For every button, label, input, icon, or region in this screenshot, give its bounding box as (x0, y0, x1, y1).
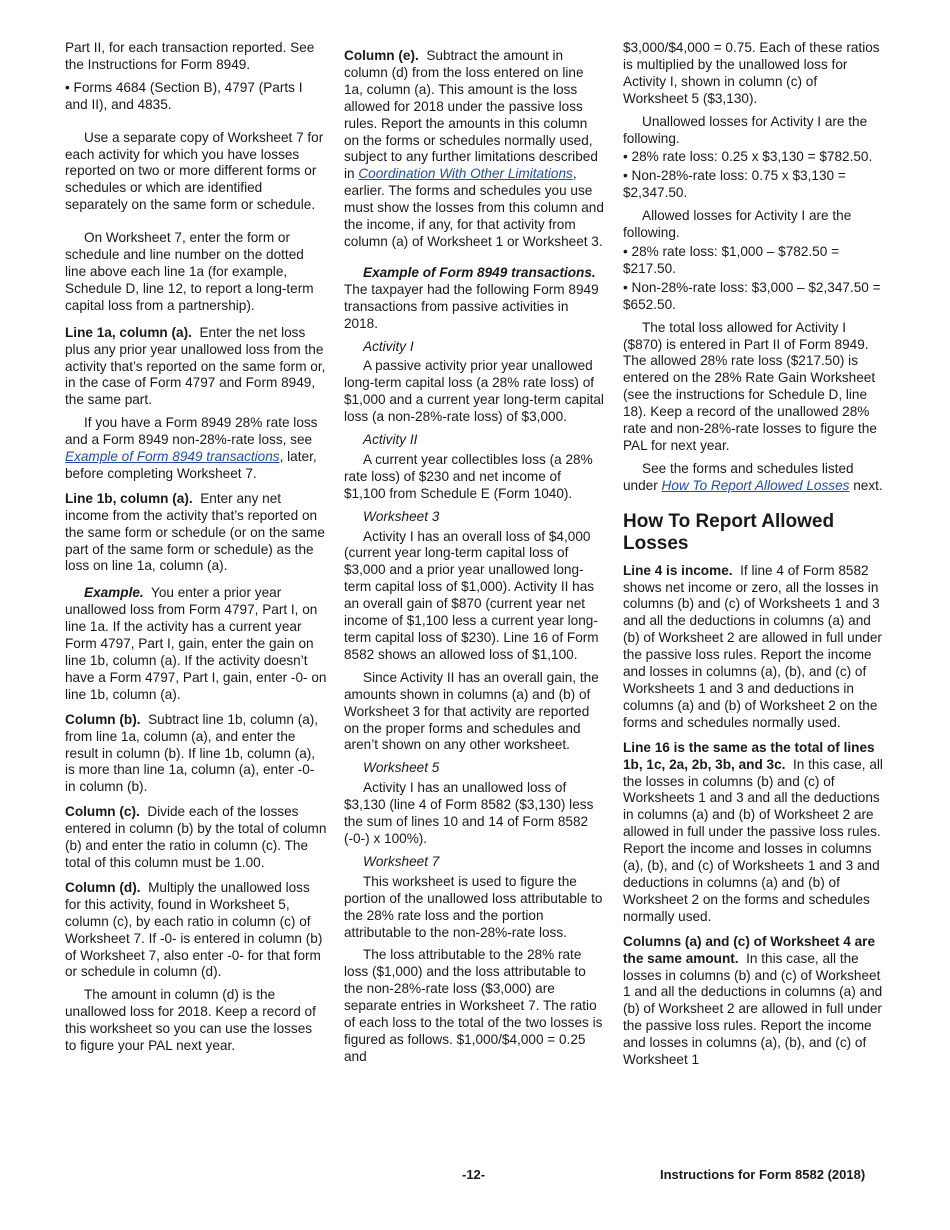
subheading-worksheet-3: Worksheet 3 (363, 508, 440, 524)
how-to-report-link[interactable]: How To Report Allowed Losses (661, 477, 850, 493)
paragraph: Use a separate copy of Worksheet 7 for each activity for which you have losses reported on two or more different forms or schedules or which are identified separately on the same form or schedule. (65, 129, 324, 213)
bullet-icon: • (623, 279, 632, 295)
subheading-activity-1: Activity I (363, 338, 414, 354)
run-in-heading: Line 1b, column (a). (65, 490, 193, 506)
run-in-heading: Example of Form 8949 transactions. (363, 264, 596, 280)
column-b-paragraph: Column (b). Subtract line 1b, column (a), from line 1a, column (a), and enter the result in column (b). If line 1b, column (a), is more than line 1a, column (a), enter -0- in column (b). (65, 711, 319, 795)
form-footer-title: Instructions for Form 8582 (2018) (660, 1167, 866, 1182)
run-in-heading: Column (b). (65, 711, 141, 727)
column-2 (344, 40, 606, 1072)
paragraph: Allowed losses for Activity I are the following. (623, 208, 852, 241)
run-in-heading: Column (d). (65, 879, 141, 895)
run-in-heading: Line 4 is income. (623, 562, 733, 578)
paragraph: The total loss allowed for Activity I ($870) is entered in Part II of Form 8949. The allowed 28% rate loss ($217.50) is entered on the 28% Rate Gain Worksheet (see the instructions for Schedule D, line 18). Keep a record of the unallowed 28% rate and non-28%-rate losses to figure the PAL for next year. (623, 319, 877, 453)
line-1b-paragraph: Line 1b, column (a). Enter any net income from the activity that’s reported on the same form or schedule (or on the same part of the same form or schedule) as the loss on line 1a, column (a). (65, 490, 325, 574)
subheading-worksheet-5: Worksheet 5 (363, 760, 440, 776)
paragraph: See the forms and schedules listed under How To Report Allowed Losses next. (623, 460, 883, 493)
column-3 (623, 40, 885, 1075)
paragraph: This worksheet is used to figure the portion of the unallowed loss attributable to the 28% rate loss and the portion attributable to the non-28%-rate loss. (344, 873, 603, 940)
paragraph: On Worksheet 7, enter the form or schedule and line number on the dotted line above each line 1a (for example, Schedule D, line 12, to report a long-term capital loss from a partnership). (65, 230, 314, 313)
paragraph: Activity I has an overall loss of $4,000 (current year long-term capital loss of $3,000 and a prior year unallowed long-term capital loss of $1,000). Activity II has an overall gain of $870 (current year net income of $1,100 less a current year long-term capital loss of $230). Line 16 of Form 8582 shows an allowed loss of $1,100. (344, 528, 599, 662)
example-8949-paragraph: Example of Form 8949 transactions. The taxpayer had the following Form 8949 transactions from passive activities in 2018. (344, 264, 599, 331)
bullet-item: • 28% rate loss: 0.25 x $3,130 = $782.50. (623, 149, 873, 165)
paragraph: $3,000/$4,000 = 0.75. Each of these ratios is multiplied by the unallowed loss for Activity I, shown in column (c) of Worksheet 5 ($3,130). (623, 40, 880, 106)
line-1a-paragraph: Line 1a, column (a). Enter the net loss plus any prior year unallowed loss from the activity that’s reported on the same form or, in the case of Form 4797 and Form 8949, the same part. (65, 324, 326, 408)
paragraph: Since Activity II has an overall gain, the amounts shown in columns (a) and (b) of Worksheet 3 for that activity are reported on the proper forms and schedules and aren’t shown on any other worksheet. (344, 669, 599, 753)
column-1 (65, 40, 327, 1061)
columns-a-c-paragraph: Columns (a) and (c) of Worksheet 4 are the same amount. In this case, all the losses in columns (b) and (c) of Worksheet 1 and all the deductions in columns (a) and (b) of Worksheet 2 are allowed in full under the passive loss rules. Report the income and losses in columns (a), (b), and (c) of Worksheet 1 (623, 933, 883, 1068)
paragraph: A current year collectibles loss (a 28% rate loss) of $230 and net income of $1,100 from Schedule E (Form 1040). (344, 451, 593, 501)
paragraph: The loss attributable to the 28% rate loss ($1,000) and the loss attributable to the non-28%-rate loss ($3,000) are separate entries in Worksheet 7. The ratio of each loss to the total of the two losses is figured as follows. $1,000/$4,000 = 0.25 and (344, 947, 603, 1064)
bullet-icon: • (623, 149, 632, 165)
section-heading: How To Report Allowed Losses (623, 510, 835, 554)
run-in-heading: Column (e). (344, 48, 419, 63)
line-16-paragraph: Line 16 is the same as the total of lines 1b, 1c, 2a, 2b, 3b, and 3c. In this case, all the losses in columns (b) and (c) of Worksheets 1 and 3 and all the deductions in columns (a) and (b) of Worksheet 2 are allowed in full under the passive loss rules. Report the income and losses in columns (a), (b), and (c) of Worksheets 1 and 3 and deductions in columns (a) and (b) of Worksheet 2 on the forms and schedules normally used. (623, 739, 883, 924)
bullet-icon: • (65, 79, 74, 95)
run-in-heading: Line 16 is the same as the total of lines 1b, 1c, 2a, 2b, 3b, and 3c. (623, 739, 875, 772)
paragraph: If you have a Form 8949 28% rate loss and a Form 8949 non-28%-rate loss, see Example of Form 8949 transactions, later, before completing Worksheet 7. (65, 415, 318, 481)
column-c-paragraph: Column (c). Divide each of the losses entered in column (b) by the total of column (b) and enter the ratio in column (c). The total of this column must be 1.00. (65, 804, 327, 870)
line-4-paragraph: Line 4 is income. If line 4 of Form 8582 shows net income or zero, all the losses in columns (b) and (c) of Worksheets 1 and 3 and all the deductions in columns (a) and (b) of Worksheet 2 are allowed in full under the passive loss rules. Report the income and losses in columns (a), (b), and (c) of Worksheets 1 and 3 and deductions in columns (a) and (b) of Worksheet 2 on the forms and schedules normally used. (623, 562, 882, 730)
run-in-heading: Example. (84, 585, 144, 601)
paragraph: Unallowed losses for Activity I are the following. (623, 113, 868, 146)
paragraph: Activity I has an unallowed loss of $3,130 (line 4 of Form 8582 ($3,130) less the sum of lines 10 and 14 of Form 8582 (-0-) x 100%). (344, 780, 594, 846)
bullet-item: • Non-28%-rate loss: 0.75 x $3,130 = $2,347.50. (623, 168, 846, 201)
run-in-heading: Column (c). (65, 804, 140, 820)
page-number: -12- (462, 1167, 486, 1182)
run-in-heading: Columns (a) and (c) of Worksheet 4 are the same amount. (623, 933, 876, 966)
column-d-paragraph: Column (d). Multiply the unallowed loss for this activity, found in Worksheet 5, column (c), by each ratio in column (c) of Worksheet 7. If -0- is entered in column (b) of Worksheet 7, also enter -0- for that form or schedule in column (d). (65, 879, 323, 980)
subheading-worksheet-7: Worksheet 7 (363, 853, 440, 869)
bullet-icon: • (623, 168, 632, 184)
bullet-icon: • (623, 243, 632, 259)
bullet-item: • Forms 4684 (Section B), 4797 (Parts I and II), and 4835. (65, 79, 303, 112)
paragraph: A passive activity prior year unallowed long-term capital loss (a 28% rate loss) of $1,000 and a current year long-term capital loss (a non-28%-rate loss) of $3,000. (344, 358, 604, 425)
example-form-8949-link[interactable]: Example of Form 8949 transactions (65, 449, 280, 465)
coordination-link[interactable]: Coordination With Other Limitations (358, 166, 573, 182)
run-in-heading: Line 1a, column (a). (65, 324, 192, 340)
paragraph: Part II, for each transaction reported. See the Instructions for Form 8949. (65, 40, 315, 72)
bullet-item: • 28% rate loss: $1,000 – $782.50 = $217.50. (623, 243, 840, 276)
column-e-paragraph: Column (e). Subtract the amount in column (d) from the loss entered on line 1a, column (a). This amount is the loss allowed for 2018 under the passive loss rules. Report the amounts in this column on the forms or schedules normally used, subject to any further limitations described in Coordination With Other Limitations, earlier. The forms and schedules you use must show the losses from this column and the income, if any, for that activity from column (a) of Worksheet 1 or Worksheet 3. (344, 48, 604, 249)
subheading-activity-2: Activity II (363, 432, 418, 448)
example-paragraph: Example. You enter a prior year unallowed loss from Form 4797, Part I, on line 1a. If the activity has a current year Form 4797, Part I, gain, enter the gain on line 1b, column (a). If the activity doesn’t have a Form 4797, Part I, gain, enter -0- on line 1b, column (a). (65, 585, 327, 702)
bullet-item: • Non-28%-rate loss: $3,000 – $2,347.50 = $652.50. (623, 279, 881, 312)
paragraph: The amount in column (d) is the unallowed loss for 2018. Keep a record of this worksheet so you can use the losses to figure your PAL next year. (65, 987, 316, 1054)
